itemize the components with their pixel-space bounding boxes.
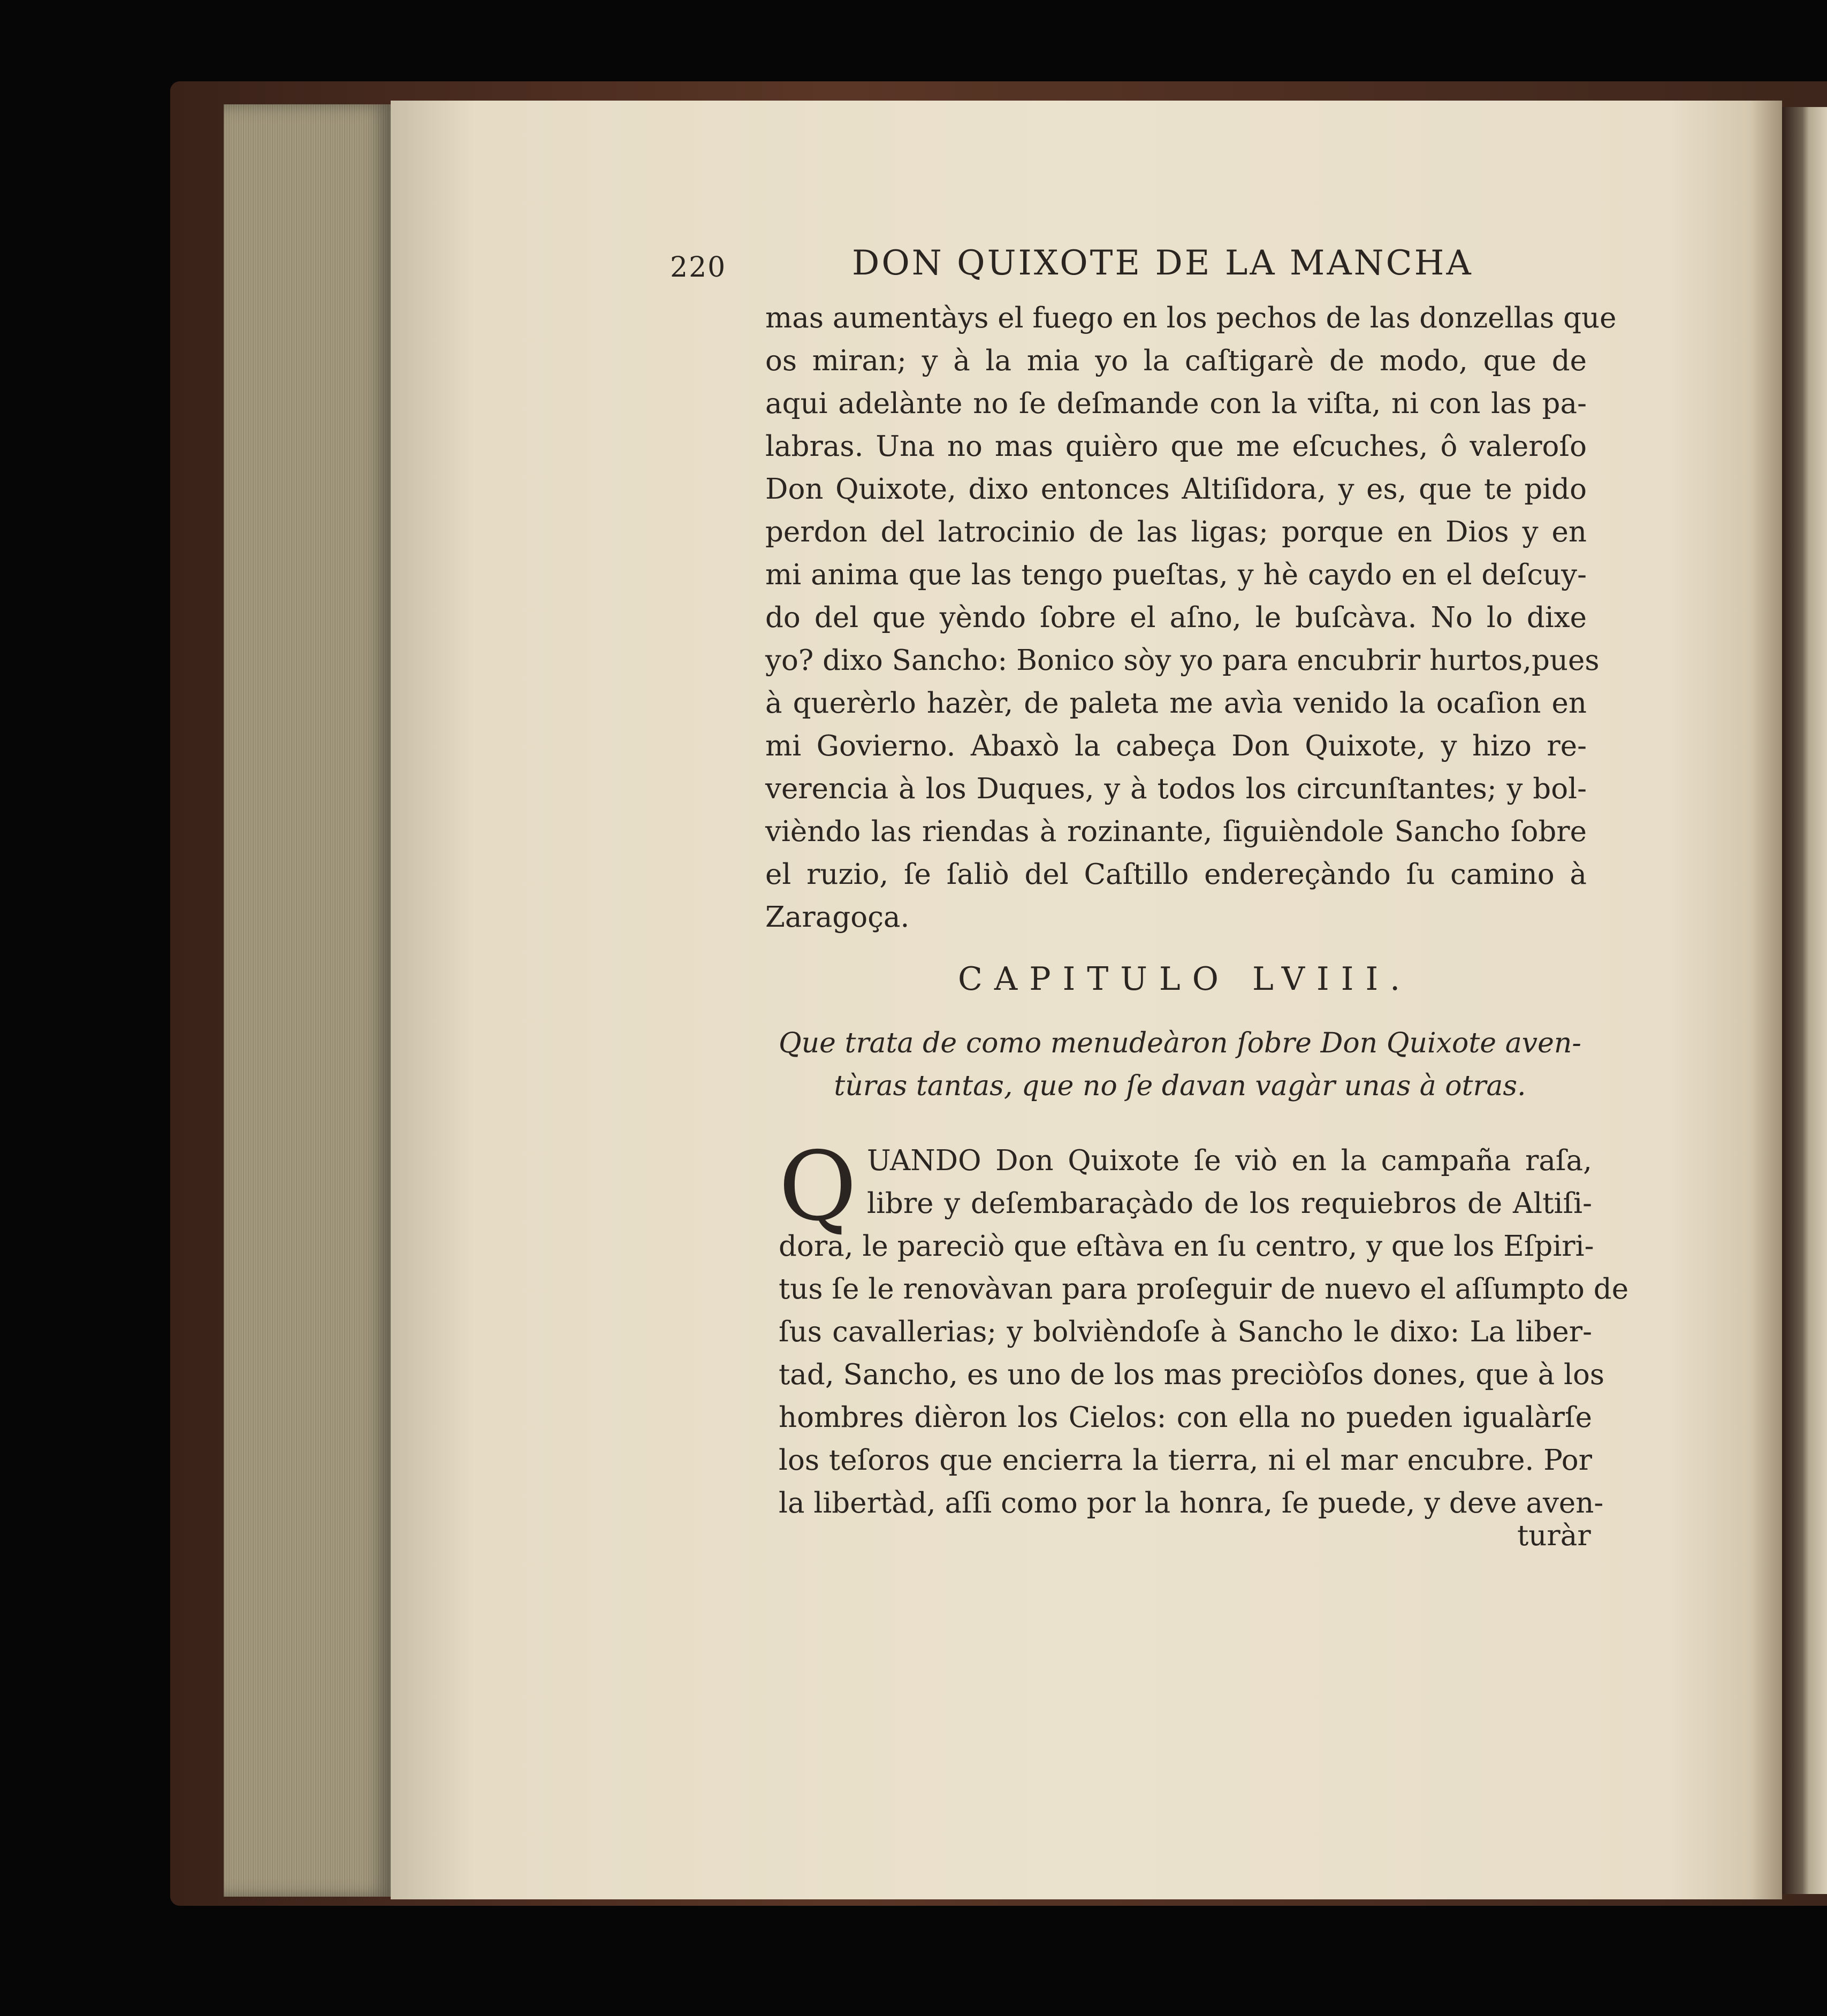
text-line: los teſoros que encierra la tierra, ni el mar encubre. Por [779, 1444, 1592, 1477]
running-head [670, 243, 1590, 292]
drop-cap: Q [779, 1131, 857, 1242]
text-line: mi Govierno. Abaxò la cabeça Don Quixote, y hizo re- [765, 730, 1587, 762]
text-line: mi anima que las tengo pueſtas, y hè caydo en el deſcuy- [765, 559, 1587, 591]
text-line: perdon del latrocinio de las ligas; porque en Dios y en [765, 516, 1587, 548]
text-line: labras. Una no mas quièro que me eſcuches, ô valeroſo [765, 430, 1587, 463]
text-line: hombres dièron los Cielos: con ella no pueden igualàrſe [779, 1401, 1592, 1434]
page-edge-stack [224, 104, 391, 1897]
text-line: la libertàd, aſſi como por la honra, ſe puede, y deve aven- [779, 1487, 1604, 1519]
chapter-heading: CAPITULO LVIII. [958, 960, 1412, 998]
text-line: UANDO Don Quixote ſe viò en la campaña raſa, [867, 1144, 1592, 1177]
text-line: verencia à los Duques, y à todos los circunſtantes; y bol- [765, 773, 1587, 805]
text-line: ſus cavallerias; y bolvièndoſe à Sancho le dixo: La liber- [779, 1316, 1592, 1348]
text-line: do del que yèndo ſobre el aſno, le buſcàva. No lo dixe [765, 601, 1587, 634]
subtitle-line: Que trata de como menudeàron ſobre Don Quixote aven- [779, 1027, 1581, 1059]
facing-page-edge [1782, 107, 1827, 1894]
text-line: vièndo las riendas à rozinante, ſiguièndole Sancho ſobre [765, 815, 1587, 848]
catchword: turàr [1517, 1519, 1591, 1552]
text-line: el ruzio, ſe ſaliò del Caſtillo endereçàndo ſu camino à [765, 858, 1587, 891]
text-line: tus ſe le renovàvan para proſeguir de nuevo el aſſumpto de [779, 1273, 1629, 1305]
subtitle-line: tùras tantas, que no ſe davan vagàr unas à otras. [834, 1070, 1526, 1102]
text-line: aqui adelànte no ſe deſmande con la viſta, ni con las pa- [765, 387, 1587, 420]
text-line: dora, le pareciò que eſtàva en ſu centro, y que los Eſpiri- [779, 1230, 1594, 1263]
text-line: Don Quixote, dixo entonces Altiſidora, y es, que te pido [765, 473, 1587, 506]
page-number: 220 [670, 251, 727, 284]
text-line: Zaragoça. [765, 901, 910, 934]
text-line: mas aumentàys el fuego en los pechos de las donzellas que [765, 302, 1617, 334]
text-line: os miran; y à la mia yo la caſtigarè de modo, que de [765, 345, 1587, 377]
book-title: DON QUIXOTE DE LA MANCHA [852, 243, 1473, 283]
text-line: tad, Sancho, es uno de los mas preciòſos dones, que à los [779, 1358, 1605, 1391]
text-line: à querèrlo hazèr, de paleta me avìa venido la ocaſion en [765, 687, 1587, 720]
text-line: yo? dixo Sancho: Bonico sòy yo para encubrir hurtos,pues [765, 644, 1600, 677]
text-line: libre y deſembaraçàdo de los requiebros de Altiſi- [867, 1187, 1592, 1220]
